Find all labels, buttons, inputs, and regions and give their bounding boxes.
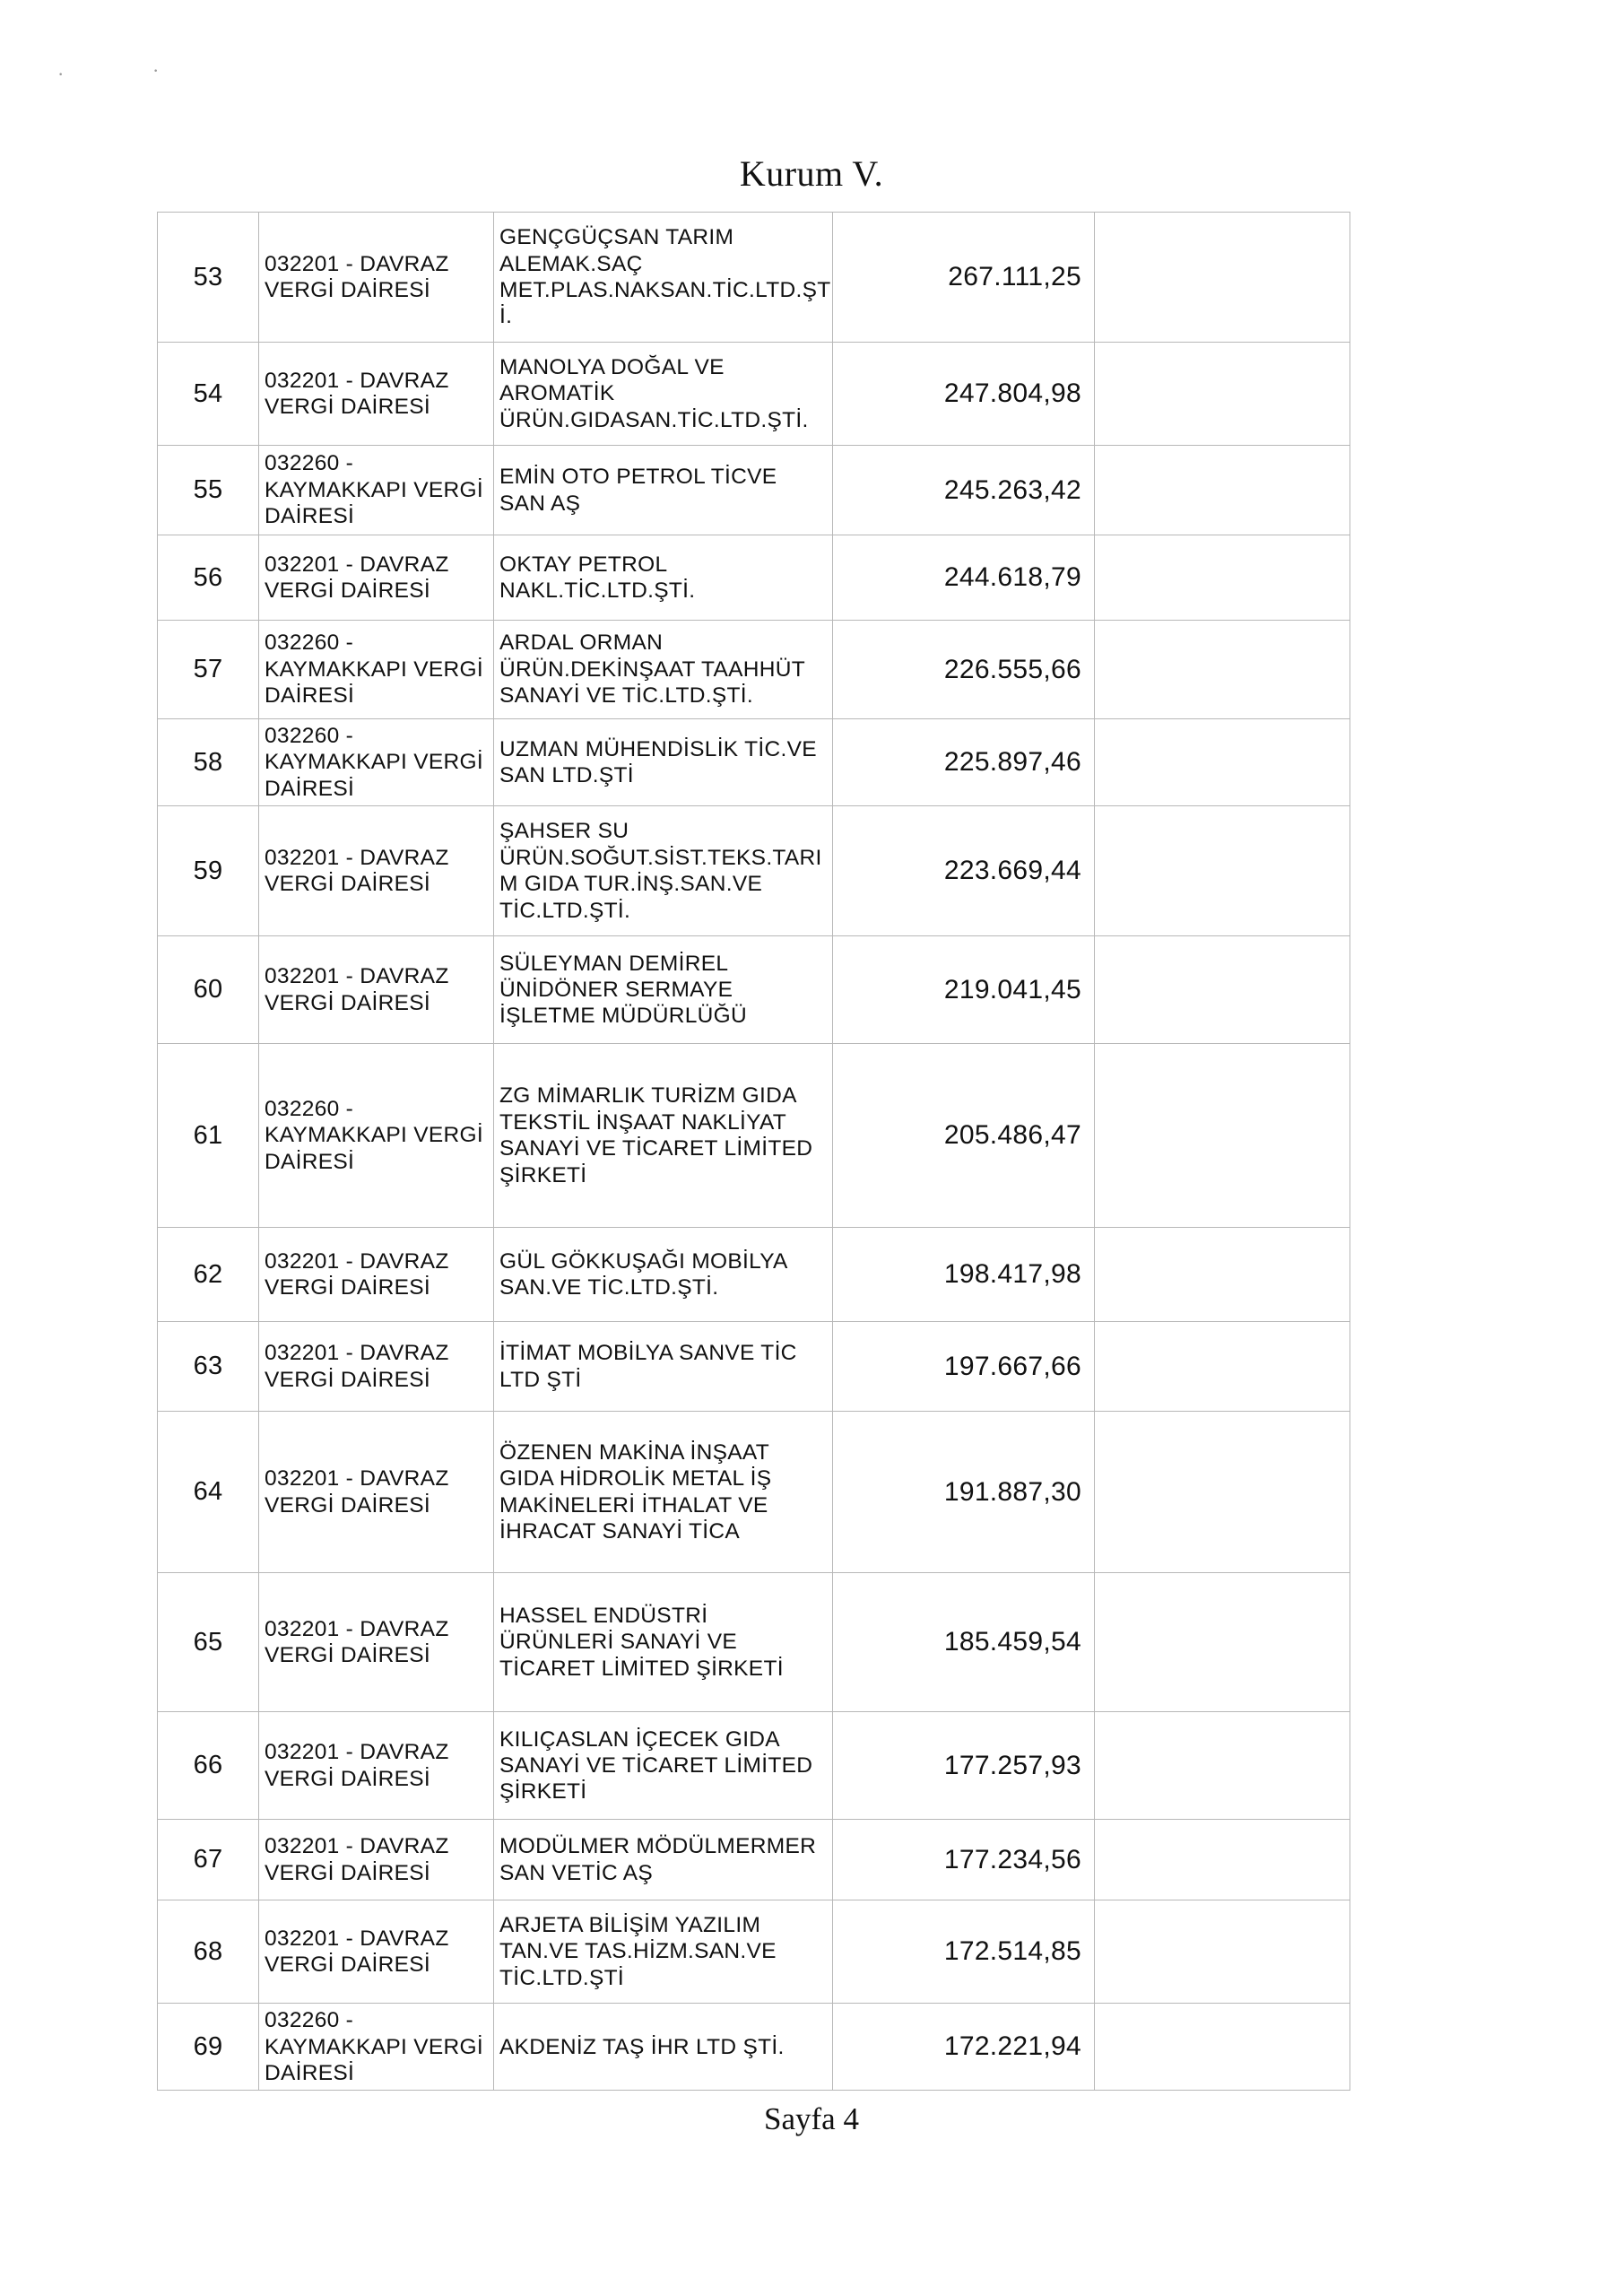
table-row [158,1900,1350,2004]
table-row [158,446,1350,535]
company-name-cell: ZG MİMARLIK TURİZM GIDA TEKSTİL İNŞAAT NAKLİYAT SANAYİ VE TİCARET LİMİTED ŞİRKETİ [494,1044,833,1228]
amount-cell: 198.417,98 [833,1228,1095,1322]
table-row [158,1322,1350,1412]
row-number: 67 [158,1820,259,1900]
row-number: 53 [158,213,259,343]
amount-cell: 247.804,98 [833,343,1095,446]
empty-cell [1095,806,1350,936]
empty-cell [1095,213,1350,343]
row-number: 69 [158,2004,259,2091]
company-name-cell: SÜLEYMAN DEMİREL ÜNİDÖNER SERMAYE İŞLETME MÜDÜRLÜĞÜ [494,936,833,1044]
table-row [158,1412,1350,1573]
page-header-title: Kurum V. [739,153,884,194]
amount-cell: 177.257,93 [833,1712,1095,1820]
amount-cell: 177.234,56 [833,1820,1095,1900]
tax-office-cell: 032260 - KAYMAKKAPI VERGİ DAİRESİ [259,446,494,535]
table-row [158,1820,1350,1900]
empty-cell [1095,1044,1350,1228]
amount-cell: 226.555,66 [833,621,1095,719]
row-number: 57 [158,621,259,719]
amount-cell: 245.263,42 [833,446,1095,535]
amount-cell: 191.887,30 [833,1412,1095,1573]
tax-office-cell: 032201 - DAVRAZ VERGİ DAİRESİ [259,936,494,1044]
empty-cell [1095,719,1350,806]
row-number: 63 [158,1322,259,1412]
table-row [158,213,1350,343]
tax-office-cell: 032201 - DAVRAZ VERGİ DAİRESİ [259,1900,494,2004]
tax-office-cell: 032201 - DAVRAZ VERGİ DAİRESİ [259,1412,494,1573]
tax-office-cell: 032201 - DAVRAZ VERGİ DAİRESİ [259,1322,494,1412]
company-name-cell: ARDAL ORMAN ÜRÜN.DEKİNŞAAT TAAHHÜT SANAYİ VE TİC.LTD.ŞTİ. [494,621,833,719]
company-name-cell: ÖZENEN MAKİNA İNŞAAT GIDA HİDROLİK METAL İŞ MAKİNELERİ İTHALAT VE İHRACAT SANAYİ TİCA [494,1412,833,1573]
row-number: 55 [158,446,259,535]
scan-artifact-mark: · [152,59,160,82]
tax-office-cell: 032201 - DAVRAZ VERGİ DAİRESİ [259,343,494,446]
company-name-cell: KILIÇASLAN İÇECEK GIDA SANAYİ VE TİCARET LİMİTED ŞİRKETİ [494,1712,833,1820]
table-row [158,1044,1350,1228]
row-number: 60 [158,936,259,1044]
amount-cell: 225.897,46 [833,719,1095,806]
empty-cell [1095,1900,1350,2004]
tax-office-cell: 032260 - KAYMAKKAPI VERGİ DAİRESİ [259,2004,494,2091]
table-row [158,1712,1350,1820]
amount-cell: 197.667,66 [833,1322,1095,1412]
table-row [158,936,1350,1044]
row-number: 58 [158,719,259,806]
amount-cell: 185.459,54 [833,1573,1095,1712]
tax-office-cell: 032201 - DAVRAZ VERGİ DAİRESİ [259,1712,494,1820]
tax-office-cell: 032201 - DAVRAZ VERGİ DAİRESİ [259,1228,494,1322]
company-name-cell: AKDENİZ TAŞ İHR LTD ŞTİ. [494,2004,833,2091]
amount-cell: 267.111,25 [833,213,1095,343]
table-row [158,535,1350,621]
company-name-cell: MANOLYA DOĞAL VE AROMATİK ÜRÜN.GIDASAN.TİC.LTD.ŞTİ. [494,343,833,446]
tax-office-cell: 032201 - DAVRAZ VERGİ DAİRESİ [259,806,494,936]
company-name-cell: HASSEL ENDÜSTRİ ÜRÜNLERİ SANAYİ VE TİCARET LİMİTED ŞİRKETİ [494,1573,833,1712]
tax-office-cell: 032260 - KAYMAKKAPI VERGİ DAİRESİ [259,1044,494,1228]
row-number: 56 [158,535,259,621]
empty-cell [1095,535,1350,621]
table-row [158,1228,1350,1322]
amount-cell: 172.514,85 [833,1900,1095,2004]
empty-cell [1095,1322,1350,1412]
table-row [158,1573,1350,1712]
amount-cell: 219.041,45 [833,936,1095,1044]
empty-cell [1095,1712,1350,1820]
row-number: 68 [158,1900,259,2004]
row-number: 61 [158,1044,259,1228]
tax-office-cell: 032260 - KAYMAKKAPI VERGİ DAİRESİ [259,621,494,719]
empty-cell [1095,1412,1350,1573]
empty-cell [1095,446,1350,535]
tax-office-cell: 032201 - DAVRAZ VERGİ DAİRESİ [259,1573,494,1712]
tax-office-cell: 032260 - KAYMAKKAPI VERGİ DAİRESİ [259,719,494,806]
row-number: 62 [158,1228,259,1322]
company-name-cell: OKTAY PETROL NAKL.TİC.LTD.ŞTİ. [494,535,833,621]
company-name-cell: ARJETA BİLİŞİM YAZILIM TAN.VE TAS.HİZM.SAN.VE TİC.LTD.ŞTİ [494,1900,833,2004]
row-number: 65 [158,1573,259,1712]
company-name-cell: GÜL GÖKKUŞAĞI MOBİLYA SAN.VE TİC.LTD.ŞTİ. [494,1228,833,1322]
tax-office-cell: 032201 - DAVRAZ VERGİ DAİRESİ [259,535,494,621]
company-name-cell: MODÜLMER MÖDÜLMERMER SAN VETİC AŞ [494,1820,833,1900]
empty-cell [1095,936,1350,1044]
row-number: 54 [158,343,259,446]
tax-ranking-table [157,212,1350,2091]
tax-office-cell: 032201 - DAVRAZ VERGİ DAİRESİ [259,1820,494,1900]
table-row [158,806,1350,936]
empty-cell [1095,621,1350,719]
row-number: 64 [158,1412,259,1573]
scan-artifact-mark: · [57,63,65,85]
amount-cell: 205.486,47 [833,1044,1095,1228]
amount-cell: 223.669,44 [833,806,1095,936]
company-name-cell: GENÇGÜÇSAN TARIM ALEMAK.SAÇ MET.PLAS.NAKSAN.TİC.LTD.ŞT İ. [494,213,833,343]
company-name-cell: ŞAHSER SU ÜRÜN.SOĞUT.SİST.TEKS.TARI M GIDA TUR.İNŞ.SAN.VE TİC.LTD.ŞTİ. [494,806,833,936]
table-row [158,621,1350,719]
row-number: 59 [158,806,259,936]
empty-cell [1095,1820,1350,1900]
empty-cell [1095,2004,1350,2091]
row-number: 66 [158,1712,259,1820]
amount-cell: 172.221,94 [833,2004,1095,2091]
table-row [158,719,1350,806]
table-row [158,2004,1350,2091]
table-row [158,343,1350,446]
amount-cell: 244.618,79 [833,535,1095,621]
empty-cell [1095,1573,1350,1712]
page-footer-number: Sayfa 4 [764,2101,859,2136]
company-name-cell: EMİN OTO PETROL TİCVE SAN AŞ [494,446,833,535]
tax-office-cell: 032201 - DAVRAZ VERGİ DAİRESİ [259,213,494,343]
company-name-cell: İTİMAT MOBİLYA SANVE TİC LTD ŞTİ [494,1322,833,1412]
empty-cell [1095,1228,1350,1322]
empty-cell [1095,343,1350,446]
company-name-cell: UZMAN MÜHENDİSLİK TİC.VE SAN LTD.ŞTİ [494,719,833,806]
